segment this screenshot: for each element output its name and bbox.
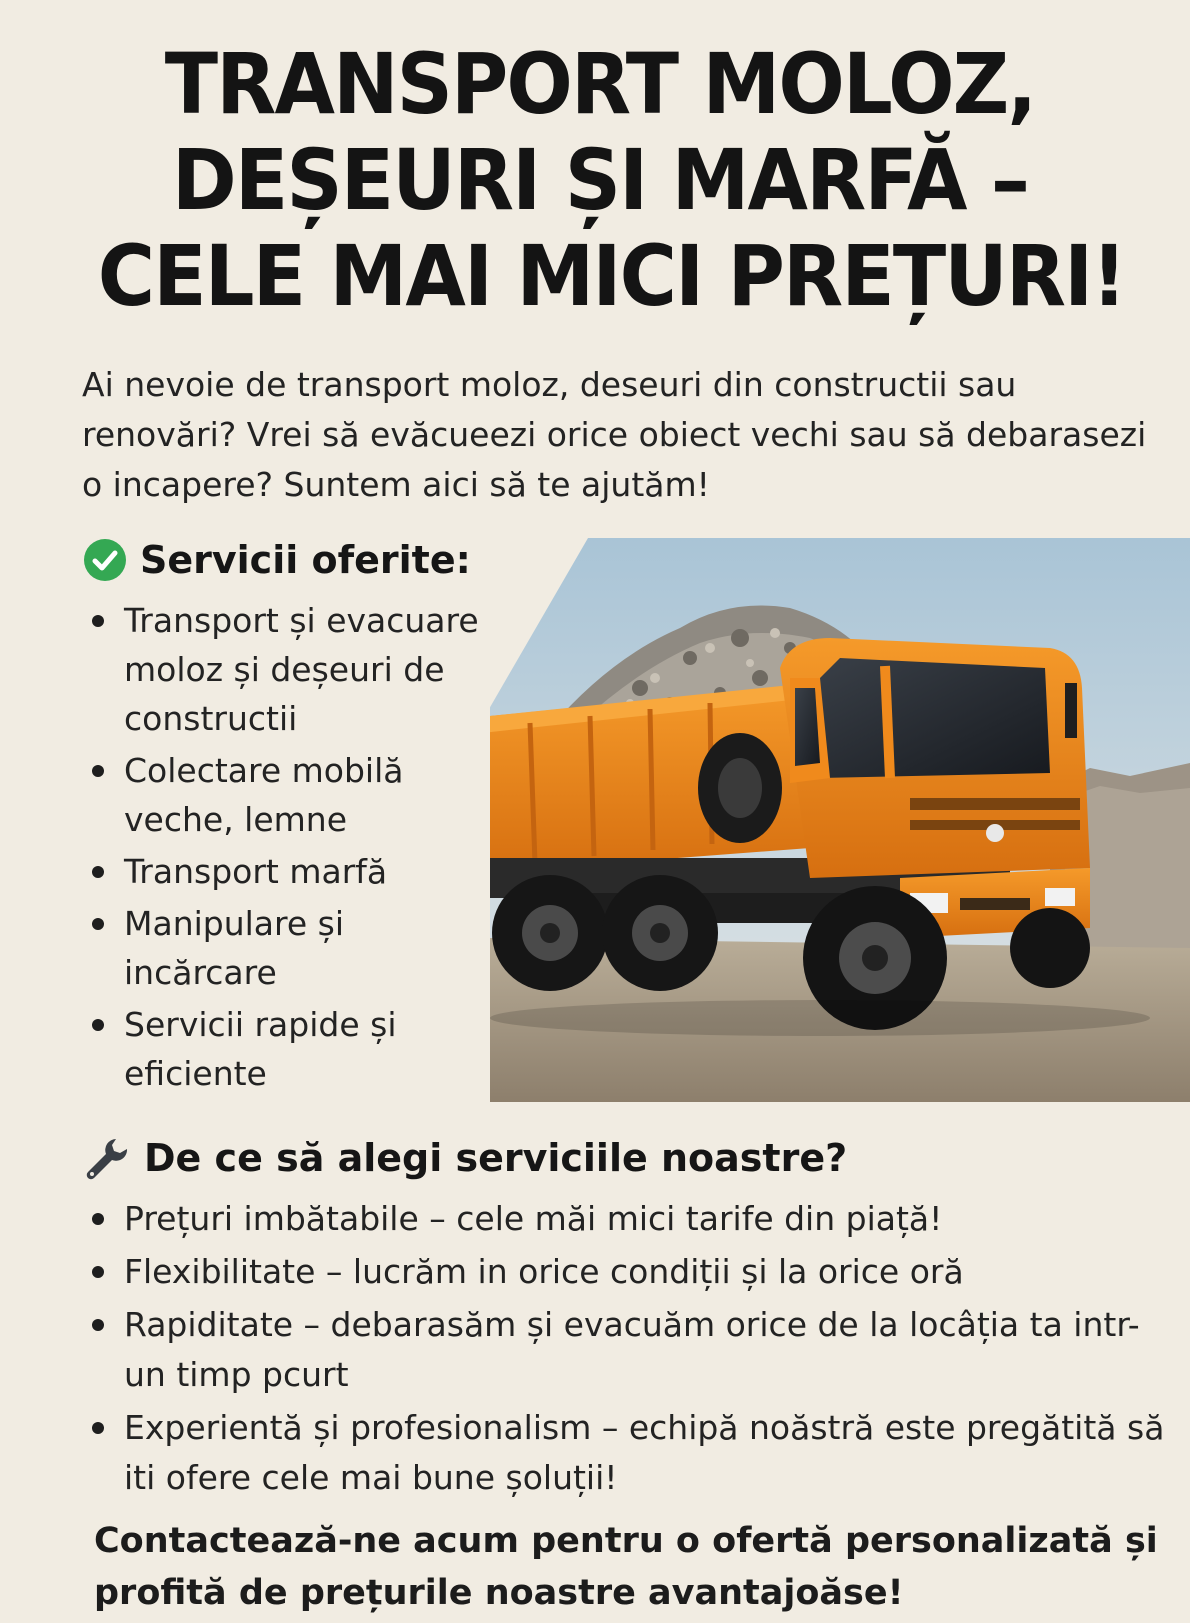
intro-text: Ai nevoie de transport moloz, deseuri din constructii sau renovări? Vrei să evăcueezi orice obiect vechi sau să debarasezi o incapere? Suntem aici să te ajutăm!	[82, 365, 1147, 504]
list-item: Transport marfă	[90, 847, 490, 896]
call-to-action: Contactează-ne acum pentru o ofertă personalizată și profită de prețurile noastre avantajoăse!	[94, 1521, 1158, 1613]
list-item: Rapiditate – debarasăm și evacuăm orice de la locâția ta intr-un timp pcurt	[90, 1300, 1170, 1400]
why-list	[90, 1194, 1170, 1506]
headline	[97, 35, 1126, 325]
why-heading	[84, 1134, 847, 1182]
list-item: Manipulare și incărcare	[90, 899, 490, 997]
list-item: Servicii rapide și eficiente	[90, 1000, 490, 1098]
page-edge	[1190, 0, 1200, 1623]
list-item: Transport și evacuare moloz și deșeuri de constructii	[90, 596, 490, 743]
headline-line-2: DEȘEURI ȘI MARFĂ –	[171, 131, 1029, 229]
list-item: Prețuri imbătabile – cele măi mici tarife din piață!	[90, 1194, 1170, 1244]
services-title: Servicii oferite:	[140, 538, 471, 582]
headline-line-3: CELE MAI MICI PREȚURI!	[97, 227, 1126, 325]
check-icon	[84, 539, 126, 581]
dump-truck-photo	[490, 538, 1190, 1102]
headline-line-1: TRANSPORT MOLOZ,	[164, 35, 1036, 133]
list-item: Flexibilitate – lucrăm in orice condiții și la orice oră	[90, 1247, 1170, 1297]
list-item: Experientă și profesionalism – echipă noăstră este pregătită să iti ofere cele mai bune șoluții!	[90, 1403, 1170, 1503]
why-title: De ce să alegi serviciile noastre?	[144, 1136, 848, 1180]
wrench-icon	[84, 1135, 130, 1181]
services-list	[90, 596, 490, 1101]
list-item: Colectare mobilă veche, lemne	[90, 746, 490, 844]
services-heading	[84, 536, 471, 584]
